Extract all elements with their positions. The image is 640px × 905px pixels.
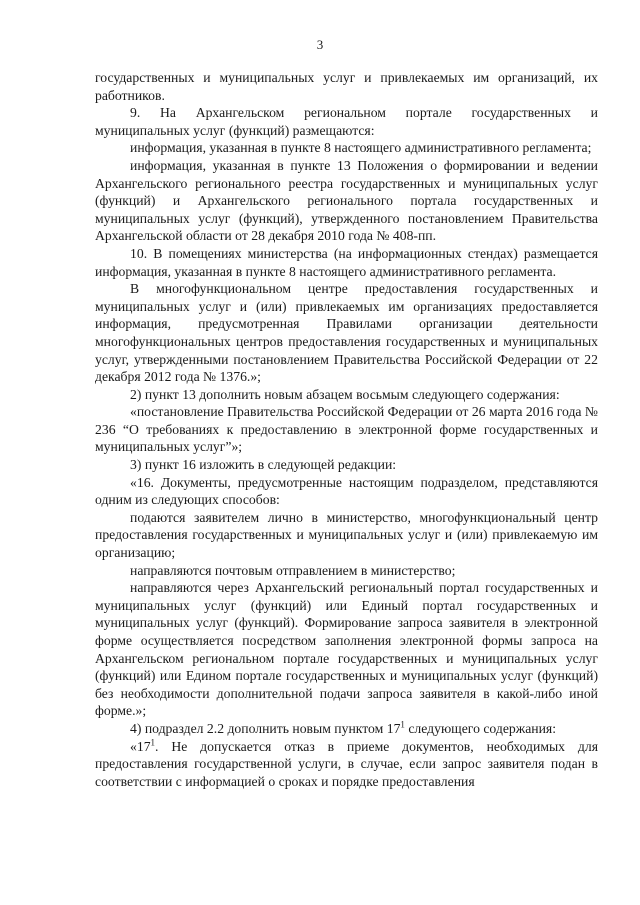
paragraph: информация, указанная в пункте 13 Положения о формировании и ведении Архангельского регионального реестра государственных и муниципальных услуг (функций) и Архангельского регионального портала государственных и муниципальных услуг (функций), утвержденного постановлением Правительства Архангельской области от 28 декабря 2010 года № 408-пп. <box>95 157 598 244</box>
text-run: «17 <box>130 738 151 754</box>
paragraph: 3) пункт 16 изложить в следующей редакции: <box>130 457 397 473</box>
paragraph: В многофункциональном центре предоставления государственных и муниципальных услуг и (или) привлекаемых им организациях предоставляется информация, предусмотренная Правилами организации деятельности многофункциональных центров предоставления государственных и муниципальных услуг, утвержденными постановлением Правительства Российской Федерации от 22 декабря 2012 года № 1376.»; <box>95 281 598 385</box>
paragraph: направляются почтовым отправлением в министерство; <box>130 562 456 578</box>
text-run: 4) подраздел 2.2 дополнить новым пунктом 17 <box>130 720 401 736</box>
paragraph: подаются заявителем лично в министерство, многофункциональный центр предоставления государственных и муниципальных услуг и (или) привлекаемую им организацию; <box>95 509 598 561</box>
document-body <box>95 69 598 790</box>
paragraph: государственных и муниципальных услуг и привлекаемых им организаций, их работников. <box>95 70 598 103</box>
paragraph: «постановление Правительства Российской Федерации от 26 марта 2016 года № 236 “О требованиях к предоставлению в электронной форме государственных и муниципальных услуг”»; <box>95 404 598 455</box>
paragraph: 2) пункт 13 дополнить новым абзацем восьмым следующего содержания: <box>130 386 560 402</box>
paragraph: направляются через Архангельский региональный портал государственных и муниципальных услуг (функций) или Единый портал государственных и муниципальных услуг (функций). Формирование запроса заявителя в электронной форме осуществляется посредством заполнения электронной формы запроса на Архангельском региональном портале государственных и муниципальных услуг (функций) или Едином портале государственных и муниципальных услуг (функций) без необходимости дополнительной подачи запроса заявителя в какой-либо иной форме.»; <box>95 580 598 719</box>
paragraph: информация, указанная в пункте 8 настоящего административного регламента; <box>130 140 592 156</box>
page-number: 3 <box>316 37 324 52</box>
paragraph-17-1-intro <box>95 720 598 738</box>
superscript: 1 <box>400 719 405 730</box>
superscript: 1 <box>150 737 156 747</box>
paragraph: 9. На Архангельском региональном портале государственных и муниципальных услуг (функций) размещаются: <box>95 105 598 138</box>
paragraph-17-1-text <box>95 738 598 791</box>
paragraph: «16. Документы, предусмотренные настоящим подразделом, представляются одним из следующих способов: <box>95 474 598 508</box>
text-run: следующего содержания: <box>404 720 557 736</box>
text-run: . Не допускается отказ в приеме документов, необходимых для предоставления государственной услуги, в случае, если запрос заявителя подан в соответствии с информацией о сроках и порядке предоставления <box>95 738 598 789</box>
paragraph: 10. В помещениях министерства (на информационных стендах) размещается информация, указанная в пункте 8 настоящего административного регламента. <box>95 245 598 279</box>
